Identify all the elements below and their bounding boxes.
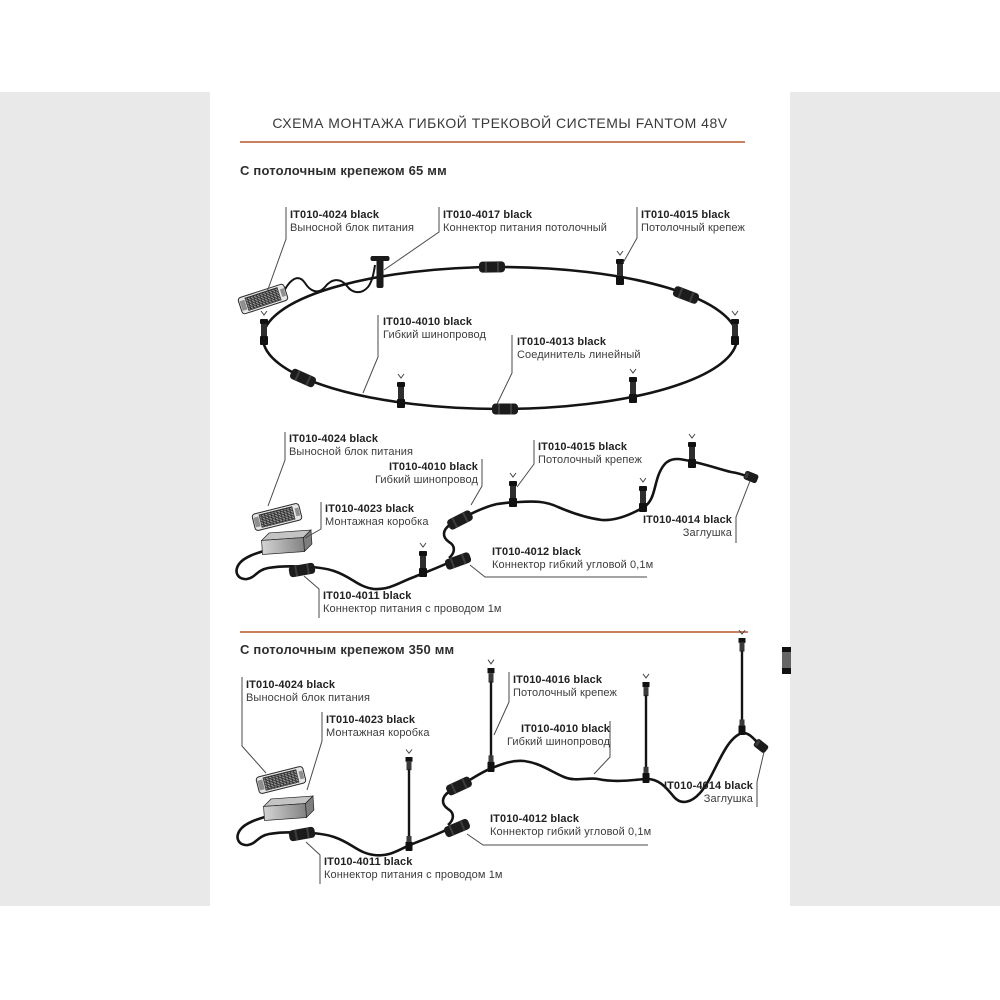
ceiling-pin	[616, 251, 624, 285]
part-code: IT010-4023 black	[325, 503, 415, 515]
part-code: IT010-4010 black	[388, 461, 478, 473]
corner-connector	[446, 509, 474, 531]
section-heading-350mm: С потолочным крепежом 350 мм	[240, 642, 455, 657]
flexible-track-ring	[263, 267, 737, 409]
part-desc: Гибкий шинопровод	[374, 473, 478, 486]
flexible-track	[238, 815, 446, 855]
ceiling-pin	[509, 473, 517, 507]
junction-box	[261, 530, 312, 554]
section-heading-65mm: С потолочным крепежом 65 мм	[240, 163, 447, 178]
part-desc: Потолочный крепеж	[513, 686, 617, 699]
part-desc: Гибкий шинопровод	[383, 328, 487, 341]
part-code: IT010-4012 black	[490, 813, 580, 825]
flexible-track-upper	[461, 459, 749, 520]
ceiling-pin	[688, 434, 696, 468]
part-desc: Коннектор питания с проводом 1м	[324, 868, 503, 881]
part-code: IT010-4024 black	[289, 433, 379, 445]
part-desc: Выносной блок питания	[246, 691, 371, 704]
linear-joint	[492, 404, 518, 415]
part-code: IT010-4016 black	[513, 674, 603, 686]
part-desc: Коннектор питания с проводом 1м	[323, 602, 502, 615]
part-desc: Коннектор гибкий угловой 0,1м	[490, 825, 652, 838]
linear-joint	[479, 261, 505, 272]
ceiling-pin	[629, 369, 637, 403]
part-desc: Потолочный крепеж	[641, 221, 745, 234]
label-top-track	[383, 316, 486, 341]
junction-box	[263, 796, 314, 820]
label-mid-junction-box	[325, 503, 429, 528]
ceiling-pin	[419, 543, 427, 577]
corner-connector	[445, 776, 473, 797]
ceiling-pin-long	[739, 630, 746, 735]
part-code: IT010-4010 black	[520, 723, 610, 735]
corner-connector	[444, 551, 472, 570]
ceiling-pin	[639, 478, 647, 512]
part-desc: Монтажная коробка	[326, 726, 430, 739]
label-mid-ceiling-mount	[538, 441, 642, 466]
label-bot-cord-connector	[324, 856, 503, 881]
part-desc: Соединитель линейный	[517, 348, 641, 361]
part-code: IT010-4015 black	[641, 209, 731, 221]
page-title: СХЕМА МОНТАЖА ГИБКОЙ ТРЕКОВОЙ СИСТЕМЫ FANTOM 48V	[272, 115, 728, 131]
part-code: IT010-4017 black	[443, 209, 533, 221]
label-bot-junction-box	[326, 714, 430, 739]
ceiling-pin	[731, 311, 739, 345]
flexible-track-s-bend	[443, 791, 453, 825]
part-desc: Коннектор питания потолочный	[443, 221, 607, 234]
linear-joint	[289, 368, 317, 389]
part-desc: Гибкий шинопровод	[506, 735, 610, 748]
power-supply-unit	[252, 503, 303, 531]
part-code: IT010-4015 black	[538, 441, 628, 453]
label-mid-power-supply	[289, 433, 413, 458]
corner-connector	[443, 818, 471, 838]
label-mid-end-cap	[643, 514, 732, 539]
ceiling-pin-long	[406, 749, 413, 851]
ceiling-pin	[260, 311, 268, 345]
label-top-power-supply	[290, 209, 414, 234]
label-mid-track	[375, 461, 478, 486]
label-bot-track	[507, 723, 610, 748]
part-desc: Выносной блок питания	[290, 221, 415, 234]
label-mid-corner-connector	[492, 546, 653, 571]
part-code: IT010-4024 black	[246, 679, 336, 691]
part-code: IT010-4023 black	[326, 714, 416, 726]
label-bot-ceiling-mount	[513, 674, 617, 699]
part-desc: Заглушка	[703, 792, 753, 805]
ceiling-pin-long	[643, 674, 650, 783]
part-code: IT010-4013 black	[517, 336, 607, 348]
part-desc: Коннектор гибкий угловой 0,1м	[492, 558, 654, 571]
cord-power-connector	[288, 826, 316, 841]
linear-joint	[672, 285, 700, 305]
end-cap	[743, 470, 759, 484]
part-code: IT010-4010 black	[383, 316, 473, 328]
ceiling-pin	[397, 374, 405, 408]
label-top-ceiling-mount	[641, 209, 745, 234]
label-bot-corner-connector	[490, 813, 651, 838]
part-code: IT010-4014 black	[663, 780, 753, 792]
label-mid-cord-connector	[323, 590, 502, 615]
part-desc: Выносной блок питания	[289, 445, 414, 458]
part-code: IT010-4024 black	[290, 209, 380, 221]
label-bot-power-supply	[246, 679, 370, 704]
label-top-linear-joint	[517, 336, 641, 361]
part-code: IT010-4011 black	[323, 590, 412, 602]
part-code: IT010-4012 black	[492, 546, 582, 558]
part-code: IT010-4011 black	[324, 856, 413, 868]
part-desc: Монтажная коробка	[325, 515, 429, 528]
label-top-power-connector	[443, 209, 607, 234]
part-desc: Потолочный крепеж	[538, 453, 642, 466]
part-desc: Заглушка	[682, 526, 732, 539]
ring-diagram	[238, 251, 739, 415]
part-code: IT010-4014 black	[642, 514, 732, 526]
cropped-mount-fragment	[782, 647, 791, 674]
ceiling-pin-long	[488, 660, 495, 772]
cord-power-connector	[288, 562, 316, 577]
label-bot-end-cap	[664, 780, 753, 805]
